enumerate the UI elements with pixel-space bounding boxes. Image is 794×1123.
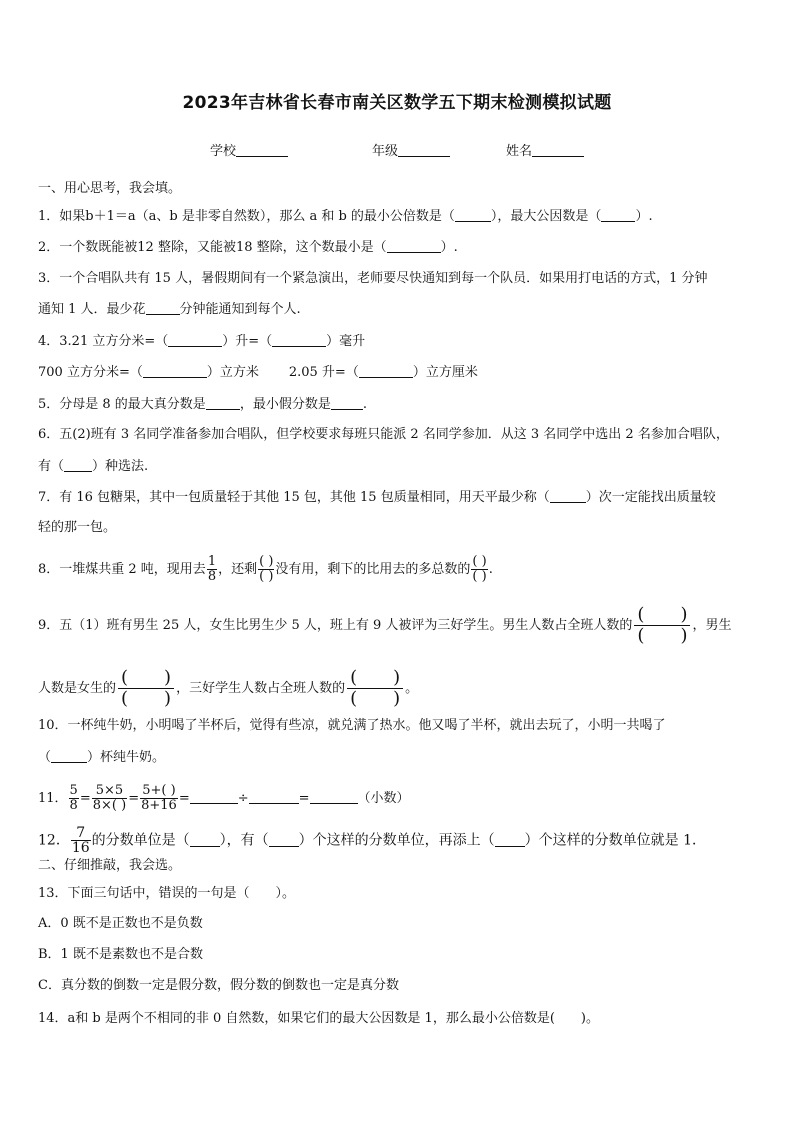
q4-blank-cm3[interactable] [359,363,413,378]
grade-label: 年级 [372,144,399,159]
name-field [506,140,584,159]
q4-blank-m3[interactable] [143,363,207,378]
q12-blank-add[interactable] [495,832,525,847]
question-9-line-2: 人数是女生的 ( ) ( ) ，三好学生人数占全班人数的 ( ) ( ) 。 [38,667,419,709]
name-label: 姓名 [506,144,533,159]
q9-fraction-boys-of-girls[interactable]: ( ) ( ) [118,668,174,709]
question-6-line-2: 有（ ）种选法. [38,459,149,474]
q11-blank-divisor[interactable] [249,789,299,804]
q13-option-b[interactable]: B．1 既不是素数也不是合数 [38,947,203,962]
q7-blank[interactable] [550,488,586,503]
question-5: 5．分母是 8 的最大真分数是 ，最小假分数是 . [38,397,367,412]
school-blank[interactable] [236,142,288,157]
question-12: 12． $\frac{7}{16}$ 的分数单位是（ ），有（ ）个这样的分数单位，再添上（ ）个这样的分数单位就是 1． [38,825,707,856]
question-11: 11． $\frac{5}{8}$ = $\frac{5\times 5}{8\times( )}$ = $\frac{5+( )}{8+16}$ = ÷ = （小数） [38,783,410,813]
section-1-heading: 一、用心思考，我会填。 [38,181,182,196]
q11-blank-dividend[interactable] [190,789,238,804]
question-9-line-1: 9．五（1）班有男生 25 人，女生比男生少 5 人，班上有 9 人被评为三好学生。男生人数占全班人数的 ( ) ( ) ，男生 [38,604,732,646]
q3-blank[interactable] [146,300,180,315]
q12-fraction: $\frac{7}{16}$ [71,825,90,856]
page-title: 2023年吉林省长春市南关区数学五下期末检测模拟试题 [182,93,612,113]
school-label: 学校 [210,144,237,159]
school-field [210,140,288,159]
question-3-line-2: 通知 1 人．最少花 分钟能通知到每个人. [38,302,301,317]
question-10-line-2: （ ）杯纯牛奶。 [38,750,166,765]
question-7-line-2: 轻的那一包。 [38,520,117,535]
q4-blank-liters[interactable] [168,332,222,347]
section-2-heading: 二、仔细推敲，我会选。 [38,858,182,873]
q10-blank[interactable] [51,748,87,763]
q5-blank-proper[interactable] [206,395,240,410]
q5-blank-improper[interactable] [331,395,363,410]
question-3-line-1: 3．一个合唱队共有 15 人，暑假期间有一个紧急演出，老师要尽快通知到每一个队员．如果用打电话的方式，1 分钟 [38,271,708,286]
question-14: 14．a和 b 是两个不相同的非 0 自然数，如果它们的最大公因数是 1，那么最小公倍数是( )。 [38,1011,599,1026]
q12-blank-count[interactable] [269,832,299,847]
grade-field [372,140,450,159]
question-7-line-1: 7．有 16 包糖果，其中一包质量轻于其他 15 包，其他 15 包质量相同，用天平最少称（ ）次一定能找出质量较 [38,490,716,505]
q9-fraction-merit-of-class[interactable]: ( ) ( ) [347,668,403,709]
question-2: 2．一个数既能被12 整除，又能被18 整除，这个数最小是（ ）. [38,240,458,255]
name-blank[interactable] [532,142,584,157]
q11-fraction-1: $\frac{5}{8}$ [69,783,78,813]
grade-blank[interactable] [398,142,450,157]
q8-fraction-used: $\frac{1}{8}$ [207,554,217,584]
q11-fraction-2[interactable]: $\frac{5\times 5}{8\times( )}$ [92,783,127,813]
q13-option-a[interactable]: A．0 既不是正数也不是负数 [38,916,203,931]
q9-fraction-boys-of-class[interactable]: ( ) ( ) [634,605,690,646]
q8-fraction-more[interactable]: $\frac{( )}{( )}$ [472,554,487,584]
q11-blank-decimal[interactable] [310,789,358,804]
question-10-line-1: 10．一杯纯牛奶，小明喝了半杯后，觉得有些凉，就兑满了热水。他又喝了半杯，就出去玩了，小明一共喝了 [38,718,666,733]
question-6-line-1: 6．五(2)班有 3 名同学准备参加合唱队，但学校要求每班只能派 2 名同学参加．从这 3 名同学中选出 2 名参加合唱队， [38,427,729,442]
q1-blank-gcd[interactable] [601,207,635,222]
question-4-line-1: 4．3.21 立方分米=（ ）升=（ ）毫升 [38,334,366,349]
q12-blank-unit[interactable] [190,832,220,847]
question-13: 13．下面三句话中，错误的一句是（ ）。 [38,886,296,901]
question-1: 1．如果b＋1＝a（a、b 是非零自然数），那么 a 和 b 的最小公倍数是（ ），最大公因数是（ ）. [38,209,653,224]
q8-fraction-remain[interactable]: $\frac{( )}{( )}$ [259,554,274,584]
q1-blank-lcm[interactable] [455,207,491,222]
q11-fraction-3[interactable]: $\frac{5+( )}{8+16}$ [141,783,177,813]
question-4-line-2: 700 立方分米=（ ）立方米 2.05 升=（ ）立方厘米 [38,365,478,380]
q2-blank[interactable] [387,238,441,253]
q6-blank[interactable] [64,457,92,472]
q13-option-c[interactable]: C．真分数的倒数一定是假分数，假分数的倒数也一定是真分数 [38,978,399,993]
q4-blank-ml[interactable] [272,332,326,347]
question-8: 8．一堆煤共重 2 吨，现用去 $\frac{1}{8}$ ，还剩 $\frac{( )}{( )}$ 没有用，剩下的比用去的多总数的 $\frac{( )}{( )}$ . [38,554,493,584]
